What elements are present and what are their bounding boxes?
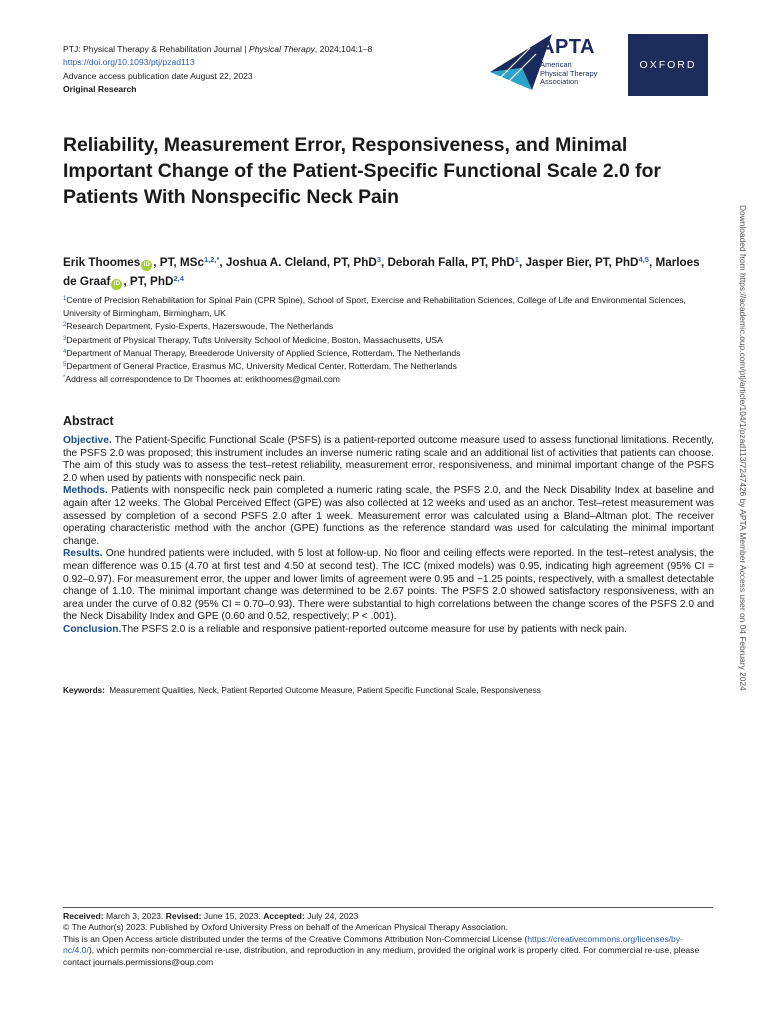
author[interactable]: Jasper Bier, PT, PhD$^{4,5}$	[525, 255, 649, 269]
license-link[interactable]: https://creativecommons.org/licenses/by-nc/4.0/	[63, 933, 683, 956]
journal-header	[63, 43, 463, 97]
affiliation: $^1$Centre of Precision Rehabilitation for Spinal Pain (CPR Spine), School of Sport, Exercise and Rehabilitation Sciences, College of Life and Environmental Sciences, University of Birmingham, Birmingham, UK	[63, 295, 686, 319]
author[interactable]: Joshua A. Cleland, PT, PhD$^3$	[225, 255, 381, 269]
apta-sub-line: Association	[540, 77, 579, 87]
keywords	[63, 685, 708, 697]
separator: |	[241, 44, 249, 54]
abstract-objective: Objective. The Patient-Specific Functional Scale (PSFS) is a patient-reported outcome measure used to assess functional limitations. Recently, the PSFS 2.0 was proposed; this instrument includes an inverse numeric rating scale and an additional list of activities that patients can choose. The aim of this study was to assess the test–retest reliability, measurement error, responsiveness, and minimal important change of the PSFS 2.0 when used by patients with nonspecific neck pain.	[63, 435, 714, 484]
apta-subtitle	[540, 61, 597, 87]
license-text: This is an Open Access article distributed under the terms of the Creative Commons Attribution Non-Commercial License (https://creativecommons.org/licenses/by-nc/4.0/), which permits non-commercial re-use, distribution, and reproduction in any medium, provided the original work is properly cited. For commercial re-use, please contact journals.permissions@oup.com	[63, 933, 700, 967]
journal-name: PTJ: Physical Therapy & Rehabilitation Journal	[63, 44, 242, 54]
article-title: Reliability, Measurement Error, Responsiveness, and Minimal Important Change of the Patient-Specific Functional Scale 2.0 for Patients With Nonspecific Neck Pain	[63, 134, 661, 208]
affiliation: $^2$Research Department, Fysio-Experts, Hazerswoude, The Netherlands	[63, 321, 334, 332]
affiliations	[63, 294, 703, 386]
author[interactable]: Erik Thoomes iD , PT, MSc$^{1,2,*}$	[63, 255, 220, 269]
keywords-label: Keywords:	[63, 686, 105, 695]
author[interactable]: Deborah Falla, PT, PhD$^1$	[387, 255, 519, 269]
advance-access-date: Advance access publication date August 22, 2023	[63, 70, 253, 81]
citation-journal: Physical Therapy	[248, 44, 315, 54]
footer	[63, 911, 713, 968]
download-watermark: Downloaded from https://academic.oup.com/ptj/article/104/1/pzad113/7247426 by APTA Member Access user on 04 February 2024	[738, 205, 748, 691]
affiliation: $^4$Department of Manual Therapy, Breederode University of Applied Science, Rotterdam, The Netherlands	[63, 347, 461, 358]
apta-sub-line: American	[540, 60, 572, 69]
affiliation: $^3$Department of Physical Therapy, Tufts University School of Medicine, Boston, Massachusetts, USA	[63, 334, 443, 345]
publisher-logos	[486, 28, 708, 96]
orcid-icon[interactable]: iD	[141, 260, 152, 271]
abstract-conclusion: Conclusion.The PSFS 2.0 is a reliable and responsive patient-reported outcome measure for use by patients with neck pain.	[63, 623, 627, 635]
footer-divider	[63, 907, 713, 908]
affiliation: $^5$Department of General Practice, Erasmus MC, University Medical Center, Rotterdam, The Netherlands	[63, 361, 457, 372]
citation-rest: , 2024;104:1–8	[314, 44, 373, 54]
orcid-icon[interactable]: iD	[111, 279, 122, 290]
correspondence: *Address all correspondence to Dr Thoomes at: erikthoomes@gmail.com	[63, 374, 340, 385]
doi-link[interactable]: https://doi.org/10.1093/ptj/pzad113	[63, 57, 195, 68]
apta-title: APTA	[540, 36, 595, 58]
author[interactable]: Marloes de Graaf iD , PT, PhD$^{2,4}$	[63, 256, 700, 288]
apta-sub-line: Physical Therapy	[540, 68, 598, 78]
article-type: Original Research	[63, 84, 137, 95]
abstract-body	[63, 435, 714, 637]
keywords-text: Measurement Qualities, Neck, Patient Reported Outcome Measure, Patient Specific Functional Scale, Responsiveness	[109, 686, 541, 695]
oxford-logo: OXFORD	[628, 34, 708, 96]
copyright-line: © The Author(s) 2023. Published by Oxford University Press on behalf of the American Physical Therapy Association.	[63, 922, 508, 933]
abstract-results: Results. One hundred patients were included, with 5 lost at follow-up. No floor and ceiling effects were reported. In the test–retest analysis, the mean difference was 0.15 (4.70 at first test and 4.50 at second test). The ICC (mixed models) was 0.95, indicating high agreement (95% CI = 0.92–0.97). For measurement error, the upper and lower limits of agreement were 0.95 and −1.25 points, respectively, with a smallest detectable change of 1.10. The minimal important change was determined to be 2.67 points. The PSFS 2.0 showed satisfactory responsiveness, with an area under the curve of 0.82 (95% CI = 0.70–0.93). There were substantial to high correlations between the change scores of the PSFS 2.0 and the Neck Disability Index and GPE (0.60 and 0.52, respectively; P < .001).	[63, 548, 714, 623]
dates-line: Received: March 3, 2023. Revised: June 15, 2023. Accepted: July 24, 2023	[63, 911, 359, 921]
author-list: Erik Thoomes iD , PT, MSc$^{1,2,*}$, Joshua A. Cleland, PT, PhD$^3$, Deborah Falla, PT, PhD$^1$, Jasper Bier, PT, PhD$^{4,5}$, Marloes de Graaf iD , PT, PhD$^{2,4}$	[63, 255, 700, 288]
abstract-heading: Abstract	[63, 414, 114, 428]
journal-line	[63, 43, 463, 56]
abstract-methods: Methods. Patients with nonspecific neck pain completed a numeric rating scale, the PSFS 2.0, and the Neck Disability Index at baseline and again after 12 weeks. The Global Perceived Effect (GPE) was also collected at 12 weeks and used as an anchor. Test–retest measurement was assessed by completion of a second PSFS 2.0 after 1 week. Measurement error was calculated using a Bland–Altman plot. The receiver operating characteristic method with the anchor (GPE) functions as the reference standard was used for calculating the minimal important change.	[63, 485, 714, 547]
